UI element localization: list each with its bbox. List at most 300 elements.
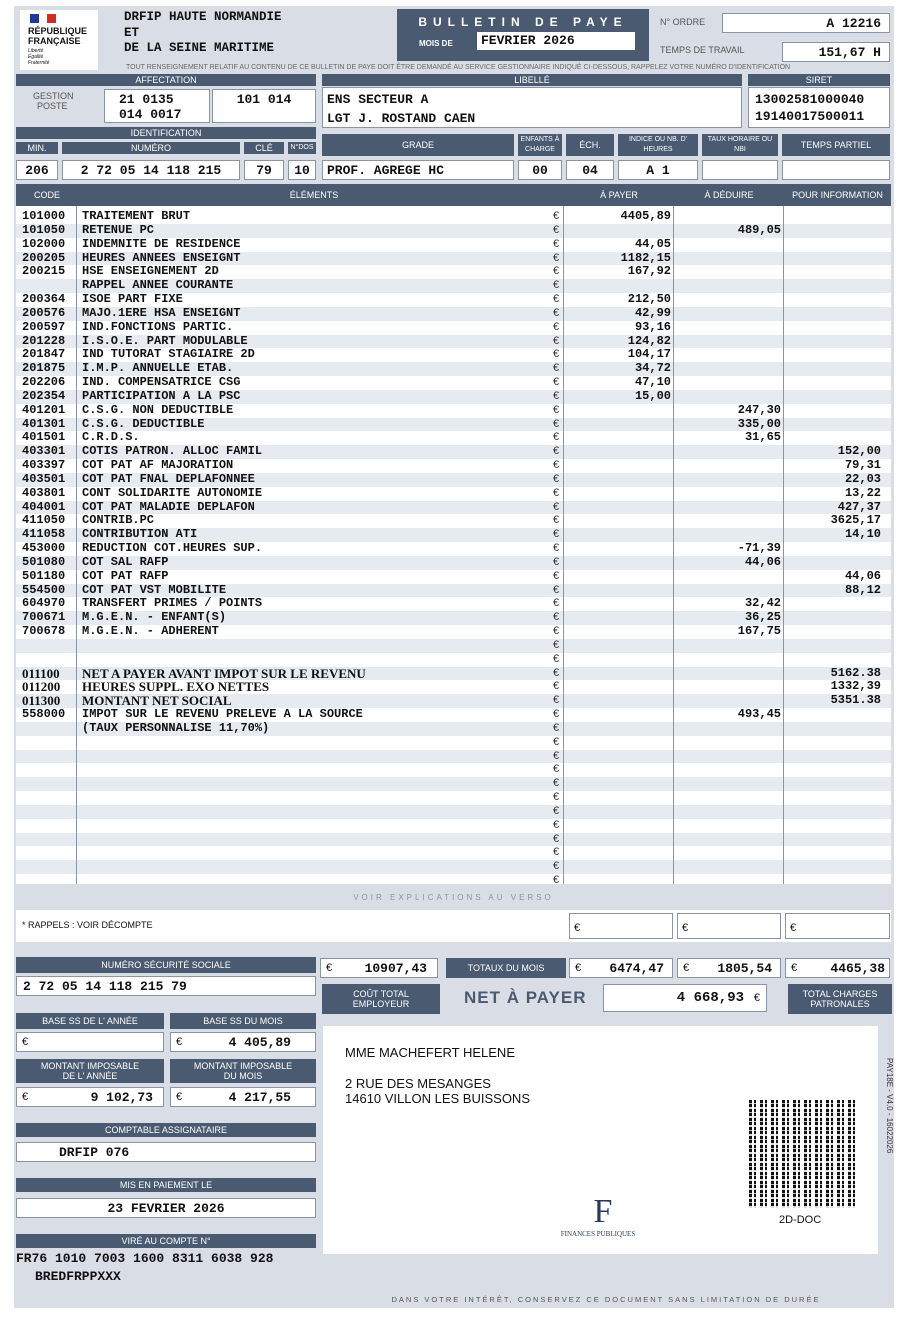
doc-code-label: 2D-DOC bbox=[779, 1214, 822, 1226]
imposable-mois-box: € 4 217,55 bbox=[170, 1087, 316, 1107]
row-label: INDEMNITE DE RESIDENCE bbox=[82, 236, 241, 251]
row-currency: € bbox=[553, 459, 560, 472]
table-row bbox=[16, 445, 891, 459]
indice-value: A 1 bbox=[618, 160, 698, 180]
row-label: IND TUTORAT STAGIAIRE 2D bbox=[82, 347, 255, 362]
row-a-payer: 104,17 bbox=[627, 347, 671, 362]
indice-label: INDICE OU NB. D' HEURES bbox=[618, 134, 698, 156]
table-row bbox=[16, 750, 891, 764]
row-currency: € bbox=[553, 334, 560, 347]
base-ss-mois-box: € 4 405,89 bbox=[170, 1032, 316, 1052]
imposable-annee-label-2: DE L' ANNÉE bbox=[62, 1071, 118, 1081]
row-currency: € bbox=[553, 431, 560, 444]
row-code: 554500 bbox=[22, 582, 66, 597]
totaux-pay-value: 6474,47 bbox=[609, 961, 664, 976]
row-code: 401501 bbox=[22, 430, 66, 445]
logo-motto-3: Fraternité bbox=[28, 60, 50, 66]
row-currency: € bbox=[553, 265, 560, 278]
row-a-deduire: 493,45 bbox=[737, 707, 781, 722]
base-ss-mois-label: BASE SS DU MOIS bbox=[170, 1013, 316, 1029]
row-currency: € bbox=[553, 611, 560, 624]
row-code: 411050 bbox=[22, 513, 66, 528]
row-currency: € bbox=[553, 555, 560, 568]
row-currency: € bbox=[553, 625, 560, 638]
row-code: 200205 bbox=[22, 250, 66, 265]
taux-value bbox=[702, 160, 778, 180]
row-a-payer: 124,82 bbox=[627, 333, 671, 348]
table-row bbox=[16, 514, 891, 528]
row-currency: € bbox=[553, 251, 560, 264]
row-label: COTIS PATRON. ALLOC FAMIL bbox=[82, 444, 263, 459]
logo-line-2: FRANÇAISE bbox=[28, 36, 81, 46]
row-currency: € bbox=[553, 389, 560, 402]
col-code: CODE bbox=[33, 190, 60, 200]
row-currency: € bbox=[553, 708, 560, 721]
net-a-payer-label: NET À PAYER bbox=[464, 988, 587, 1007]
row-label: COT PAT RAFP bbox=[82, 568, 169, 583]
issuer-line-3: DE LA SEINE MARITIME bbox=[124, 41, 275, 55]
row-label: COT SAL RAFP bbox=[82, 554, 169, 569]
row-information: 14,10 bbox=[844, 527, 881, 542]
comptable-label: COMPTABLE ASSIGNATAIRE bbox=[16, 1123, 316, 1137]
poste-label: POSTE bbox=[37, 101, 68, 111]
gestion-poste-box bbox=[104, 89, 210, 123]
table-row bbox=[16, 348, 891, 362]
datamatrix-overlay bbox=[749, 1100, 857, 1208]
row-label: IND. COMPENSATRICE CSG bbox=[82, 375, 241, 390]
totaux-info-box: € 4465,38 bbox=[785, 958, 890, 978]
row-code: 200215 bbox=[22, 264, 66, 279]
base-ss-mois-value: 4 405,89 bbox=[228, 1035, 291, 1050]
net-a-payer-value: 4 668,93 bbox=[676, 990, 744, 1006]
row-information: 13,22 bbox=[844, 485, 881, 500]
row-code: 401301 bbox=[22, 416, 66, 431]
table-row bbox=[16, 404, 891, 418]
row-currency: € bbox=[553, 874, 560, 887]
imposable-annee-label bbox=[16, 1059, 164, 1083]
table-row bbox=[16, 501, 891, 515]
table-row bbox=[16, 431, 891, 445]
affectation-box bbox=[16, 87, 316, 124]
finances-publiques-logo: F FINANCES PUBLIQUES bbox=[563, 1194, 643, 1246]
row-code: 501080 bbox=[22, 554, 66, 569]
row-currency: € bbox=[553, 832, 560, 845]
row-label: I.S.O.E. PART MODULABLE bbox=[82, 333, 248, 348]
row-information: 427,37 bbox=[837, 499, 881, 514]
table-row bbox=[16, 473, 891, 487]
table-row bbox=[16, 680, 891, 694]
row-currency: € bbox=[553, 348, 560, 361]
row-code: 201847 bbox=[22, 347, 66, 362]
bic-value: BREDFRPPXXX bbox=[35, 1269, 121, 1284]
row-currency: € bbox=[553, 583, 560, 596]
table-row bbox=[16, 653, 891, 667]
address-line-1: 2 RUE DES MESANGES bbox=[345, 1076, 491, 1091]
row-information: 3625,17 bbox=[830, 513, 881, 528]
row-code: 700671 bbox=[22, 610, 66, 625]
secu-value: 2 72 05 14 118 215 79 bbox=[16, 976, 316, 996]
row-currency: € bbox=[553, 652, 560, 665]
compte-label: VIRÉ AU COMPTE N° bbox=[16, 1234, 316, 1248]
rappels-ded: € bbox=[677, 913, 781, 939]
row-currency: € bbox=[553, 514, 560, 527]
table-row bbox=[16, 376, 891, 390]
row-label: REDUCTION COT.HEURES SUP. bbox=[82, 541, 263, 556]
table-row bbox=[16, 833, 891, 847]
row-currency: € bbox=[553, 763, 560, 776]
row-label: RETENUE PC bbox=[82, 222, 155, 237]
gestion-value: 21 0135 bbox=[119, 92, 174, 107]
row-code: 101000 bbox=[22, 209, 66, 223]
address-line-2: 14610 VILLON LES BUISSONS bbox=[345, 1091, 530, 1106]
row-code: 403301 bbox=[22, 444, 66, 459]
row-currency: € bbox=[553, 306, 560, 319]
row-code: 202206 bbox=[22, 375, 66, 390]
row-currency: € bbox=[553, 445, 560, 458]
cle-label: CLÉ bbox=[244, 142, 284, 154]
row-label: C.S.G. DEDUCTIBLE bbox=[82, 416, 205, 431]
row-code: 102000 bbox=[22, 236, 66, 251]
row-a-payer: 42,99 bbox=[634, 305, 671, 320]
totaux-ded-box: € 1805,54 bbox=[677, 958, 781, 978]
row-currency: € bbox=[553, 777, 560, 790]
row-label: HEURES SUPPL. EXO NETTES bbox=[82, 679, 270, 695]
row-label: M.G.E.N. - ADHERENT bbox=[82, 624, 219, 639]
rappels-info: € bbox=[785, 913, 890, 939]
row-currency: € bbox=[553, 680, 560, 693]
libelle-line-1: ENS SECTEUR A bbox=[327, 92, 429, 107]
identification-header: IDENTIFICATION bbox=[16, 127, 316, 139]
row-code: 411058 bbox=[22, 527, 66, 542]
table-row bbox=[16, 611, 891, 625]
row-code: 453000 bbox=[22, 541, 66, 556]
row-a-deduire: -71,39 bbox=[737, 541, 781, 556]
row-code: 201228 bbox=[22, 333, 66, 348]
table-row bbox=[16, 418, 891, 432]
row-code: 200576 bbox=[22, 305, 66, 320]
row-currency: € bbox=[553, 542, 560, 555]
row-label: COT PAT MALADIE DEPLAFON bbox=[82, 499, 255, 514]
table-row bbox=[16, 694, 891, 708]
address-panel bbox=[323, 1026, 878, 1254]
table-row bbox=[16, 846, 891, 860]
cout-total-box: € 10907,43 bbox=[320, 958, 438, 978]
verso-notice: VOIR EXPLICATIONS AU VERSO bbox=[353, 893, 554, 902]
row-currency: € bbox=[553, 223, 560, 236]
row-currency: € bbox=[553, 403, 560, 416]
col-elements: ÉLÉMENTS bbox=[289, 190, 339, 200]
row-currency: € bbox=[553, 597, 560, 610]
row-label: C.S.G. NON DEDUCTIBLE bbox=[82, 402, 234, 417]
row-code: 011200 bbox=[22, 679, 61, 695]
table-row bbox=[16, 487, 891, 501]
ordre-label: N° ORDRE bbox=[660, 17, 706, 27]
row-code: 101050 bbox=[22, 222, 66, 237]
ech-label: ÉCH. bbox=[566, 134, 614, 156]
row-currency: € bbox=[553, 279, 560, 292]
table-row bbox=[16, 763, 891, 777]
table-row bbox=[16, 584, 891, 598]
row-label: CONT SOLIDARITE AUTONOMIE bbox=[82, 485, 263, 500]
table-row bbox=[16, 293, 891, 307]
recipient-name: MME MACHEFERT HELENE bbox=[345, 1045, 515, 1060]
logo-line-1: RÉPUBLIQUE bbox=[28, 26, 88, 36]
table-row bbox=[16, 542, 891, 556]
row-currency: € bbox=[553, 846, 560, 859]
row-code: 200364 bbox=[22, 292, 66, 307]
cout-total-label: COÛT TOTAL EMPLOYEUR bbox=[322, 984, 440, 1014]
row-label: IMPOT SUR LE REVENU PRELEVE A LA SOURCE bbox=[82, 707, 363, 722]
table-row bbox=[16, 265, 891, 279]
table-row bbox=[16, 667, 891, 681]
row-currency: € bbox=[553, 376, 560, 389]
table-row bbox=[16, 528, 891, 542]
libelle-box bbox=[322, 87, 742, 128]
table-row bbox=[16, 279, 891, 293]
row-currency: € bbox=[553, 210, 560, 222]
logo-motto-2: Égalité bbox=[28, 54, 44, 60]
table-row bbox=[16, 819, 891, 833]
row-currency: € bbox=[553, 791, 560, 804]
row-a-payer: 93,16 bbox=[634, 319, 671, 334]
row-code: 201875 bbox=[22, 361, 66, 376]
row-currency: € bbox=[553, 362, 560, 375]
row-code: 558000 bbox=[22, 707, 66, 722]
numero-value: 2 72 05 14 118 215 bbox=[62, 160, 240, 180]
bottom-notice: DANS VOTRE INTÉRÊT, CONSERVEZ CE DOCUMENT SANS LIMITATION DE DURÉE bbox=[391, 1295, 821, 1304]
row-currency: € bbox=[553, 486, 560, 499]
row-label: NET A PAYER AVANT IMPOT SUR LE REVENU bbox=[82, 665, 366, 681]
table-row bbox=[16, 459, 891, 473]
payslip-title: BULLETIN DE PAYE bbox=[418, 15, 628, 29]
row-label: C.R.D.S. bbox=[82, 430, 140, 445]
row-a-deduire: 32,42 bbox=[744, 596, 781, 611]
table-row bbox=[16, 335, 891, 349]
table-row bbox=[16, 722, 891, 736]
iban-value: FR76 1010 7003 1600 8311 6038 928 bbox=[16, 1251, 274, 1266]
cle-value: 79 bbox=[244, 160, 284, 180]
min-value: 206 bbox=[16, 160, 58, 180]
table-row bbox=[16, 570, 891, 584]
row-label: HEURES ANNEES ENSEIGNT bbox=[82, 250, 241, 265]
comptable-value: DRFIP 076 bbox=[16, 1142, 316, 1162]
rappels-pay: € bbox=[569, 913, 673, 939]
net-a-payer-box: 4 668,93 € bbox=[603, 984, 767, 1012]
temps-partiel-label: TEMPS PARTIEL bbox=[782, 134, 890, 156]
row-label: (TAUX PERSONNALISE 11,70%) bbox=[82, 720, 270, 735]
row-a-deduire: 489,05 bbox=[737, 222, 781, 237]
table-header bbox=[16, 184, 891, 206]
table-row bbox=[16, 805, 891, 819]
row-currency: € bbox=[553, 721, 560, 734]
totaux-ded-value: 1805,54 bbox=[717, 961, 772, 976]
siret-header: SIRET bbox=[748, 74, 890, 86]
temps-travail-label: TEMPS DE TRAVAIL bbox=[660, 45, 745, 55]
row-code: 501180 bbox=[22, 568, 66, 583]
row-code: 011100 bbox=[22, 665, 60, 681]
table-row bbox=[16, 860, 891, 874]
row-currency: € bbox=[553, 528, 560, 541]
numero-label: NUMÉRO bbox=[62, 142, 240, 154]
row-currency: € bbox=[553, 293, 560, 306]
row-label: ISOE PART FIXE bbox=[82, 292, 183, 307]
table-row bbox=[16, 238, 891, 252]
row-label: PARTICIPATION A LA PSC bbox=[82, 388, 241, 403]
temps-travail-value: 151,67 H bbox=[782, 42, 890, 62]
finances-label: FINANCES PUBLIQUES bbox=[560, 1230, 636, 1238]
table-row bbox=[16, 252, 891, 266]
row-currency: € bbox=[553, 694, 560, 707]
row-currency: € bbox=[553, 237, 560, 250]
title-block bbox=[397, 9, 649, 61]
logo-motto-1: Liberté bbox=[28, 48, 44, 54]
imposable-mois-label-2: DU MOIS bbox=[223, 1071, 263, 1081]
row-a-payer: 44,05 bbox=[634, 236, 671, 251]
siret-line-1: 13002581000040 bbox=[755, 92, 865, 107]
row-a-deduire: 247,30 bbox=[737, 402, 781, 417]
row-information: 152,00 bbox=[837, 444, 881, 459]
row-label: TRAITEMENT BRUT bbox=[82, 209, 191, 223]
republique-logo bbox=[20, 10, 98, 70]
totaux-pay-box: € 6474,47 bbox=[569, 958, 673, 978]
col-a-payer: À PAYER bbox=[600, 190, 638, 200]
row-label: IND.FONCTIONS PARTIC. bbox=[82, 319, 234, 334]
table-row bbox=[16, 625, 891, 639]
row-code: 200597 bbox=[22, 319, 66, 334]
gestion-label: GESTION bbox=[33, 91, 74, 101]
row-currency: € bbox=[553, 320, 560, 333]
table-row bbox=[16, 874, 891, 888]
ech-value: 04 bbox=[566, 160, 614, 180]
issuer-line-1: DRFIP HAUTE NORMANDIE bbox=[124, 10, 282, 24]
table-row bbox=[16, 791, 891, 805]
row-code: 403501 bbox=[22, 471, 66, 486]
table-row bbox=[16, 777, 891, 791]
base-ss-annee-box: € bbox=[16, 1032, 164, 1052]
ndos-label: N°DOS bbox=[288, 142, 316, 154]
table-row bbox=[16, 736, 891, 750]
charges-patronales-label: TOTAL CHARGES PATRONALES bbox=[788, 984, 892, 1014]
row-label: CONTRIBUTION ATI bbox=[82, 527, 198, 542]
row-currency: € bbox=[553, 735, 560, 748]
row-code: 403397 bbox=[22, 458, 66, 473]
totaux-info-value: 4465,38 bbox=[830, 961, 885, 976]
row-a-payer: 1182,15 bbox=[620, 250, 671, 265]
row-code: 700678 bbox=[22, 624, 66, 639]
libelle-header: LIBELLÉ bbox=[322, 74, 742, 86]
affectation-header: AFFECTATION bbox=[16, 74, 316, 86]
table-row bbox=[16, 597, 891, 611]
imposable-annee-label-1: MONTANT IMPOSABLE bbox=[40, 1061, 140, 1071]
table-row bbox=[16, 639, 891, 653]
ordre-value: A 12216 bbox=[722, 13, 890, 33]
row-currency: € bbox=[553, 472, 560, 485]
row-label: M.G.E.N. - ENFANT(S) bbox=[82, 610, 227, 625]
ndos-value: 10 bbox=[288, 160, 316, 180]
paiement-label: MIS EN PAIEMENT LE bbox=[16, 1178, 316, 1192]
secu-label: NUMÉRO SÉCURITÉ SOCIALE bbox=[16, 957, 316, 973]
cout-total-value: 10907,43 bbox=[364, 961, 427, 976]
row-currency: € bbox=[553, 804, 560, 817]
row-label: MAJO.1ERE HSA ENSEIGNT bbox=[82, 305, 241, 320]
row-code: 404001 bbox=[22, 499, 66, 514]
month-value: FEVRIER 2026 bbox=[477, 32, 635, 50]
row-code: 604970 bbox=[22, 596, 66, 611]
row-information: 88,12 bbox=[844, 582, 881, 597]
row-label: MONTANT NET SOCIAL bbox=[82, 693, 232, 709]
imposable-annee-value: 9 102,73 bbox=[90, 1090, 153, 1105]
poste-value: 014 0017 bbox=[119, 107, 182, 122]
row-label: COT PAT FNAL DEPLAFONNEE bbox=[82, 471, 255, 486]
row-information: 5351.38 bbox=[830, 693, 881, 708]
table-row bbox=[16, 362, 891, 376]
table-row bbox=[16, 210, 891, 224]
row-currency: € bbox=[553, 749, 560, 762]
grade-label: GRADE bbox=[322, 134, 514, 156]
totaux-label: TOTAUX DU MOIS bbox=[446, 958, 566, 978]
row-code: 403801 bbox=[22, 485, 66, 500]
row-a-payer: 34,72 bbox=[634, 361, 671, 376]
payslip-table bbox=[16, 206, 891, 887]
row-information: 79,31 bbox=[844, 458, 881, 473]
enfants-value: 00 bbox=[518, 160, 562, 180]
row-information: 22,03 bbox=[844, 471, 881, 486]
row-a-payer: 212,50 bbox=[627, 292, 671, 307]
table-row bbox=[16, 708, 891, 722]
row-label: CONTRIB.PC bbox=[82, 513, 155, 528]
side-code: PAY18E - V4.0 - 16022026 bbox=[885, 1058, 894, 1154]
issuer-line-2: ET bbox=[124, 25, 140, 40]
row-information: 5162.38 bbox=[830, 665, 881, 680]
row-information: 44,06 bbox=[844, 568, 881, 583]
row-code: 011300 bbox=[22, 693, 61, 709]
col-information: POUR INFORMATION bbox=[792, 190, 883, 200]
libelle-line-2: LGT J. ROSTAND CAEN bbox=[327, 111, 476, 126]
info-notice: TOUT RENSEIGNEMENT RELATIF AU CONTENU DE CE BULLETIN DE PAYE DOIT ÊTRE DEMANDÉ AU SERVICE GESTIONNAIRE INDIQUÉ CI-DESSOUS, RAPPELEZ VOTRE NUMÉRO D'IDENTIFICATION bbox=[126, 64, 791, 71]
taux-label: TAUX HORAIRE OU NBI bbox=[702, 134, 778, 156]
row-a-deduire: 31,65 bbox=[744, 430, 781, 445]
row-a-payer: 167,92 bbox=[627, 264, 671, 279]
siret-box bbox=[748, 87, 890, 128]
table-row bbox=[16, 224, 891, 238]
imposable-mois-value: 4 217,55 bbox=[228, 1090, 291, 1105]
affectation-extra: 101 014 bbox=[212, 89, 316, 123]
month-label: MOIS DE bbox=[419, 39, 453, 48]
col-a-deduire: À DÉDUIRE bbox=[704, 190, 754, 200]
grade-value: PROF. AGREGE HC bbox=[322, 160, 514, 180]
row-currency: € bbox=[553, 500, 560, 513]
row-code: 401201 bbox=[22, 402, 66, 417]
row-label: I.M.P. ANNUELLE ETAB. bbox=[82, 361, 234, 376]
imposable-annee-box: € 9 102,73 bbox=[16, 1087, 164, 1107]
row-currency: € bbox=[553, 417, 560, 430]
row-information: 1332,39 bbox=[830, 679, 881, 694]
imposable-mois-label-1: MONTANT IMPOSABLE bbox=[193, 1061, 293, 1071]
row-a-deduire: 36,25 bbox=[744, 610, 781, 625]
row-currency: € bbox=[553, 569, 560, 582]
row-currency: € bbox=[553, 638, 560, 651]
rappels-label: * RAPPELS : VOIR DÉCOMPTE bbox=[22, 920, 153, 930]
row-currency: € bbox=[553, 666, 560, 679]
row-a-deduire: 335,00 bbox=[737, 416, 781, 431]
row-currency: € bbox=[553, 818, 560, 831]
table-row bbox=[16, 556, 891, 570]
paiement-value: 23 FEVRIER 2026 bbox=[16, 1198, 316, 1218]
row-a-deduire: 167,75 bbox=[737, 624, 781, 639]
enfants-label: ENFANTS À CHARGE bbox=[518, 134, 562, 156]
issuer-name bbox=[124, 10, 282, 57]
temps-partiel-value bbox=[782, 160, 890, 180]
